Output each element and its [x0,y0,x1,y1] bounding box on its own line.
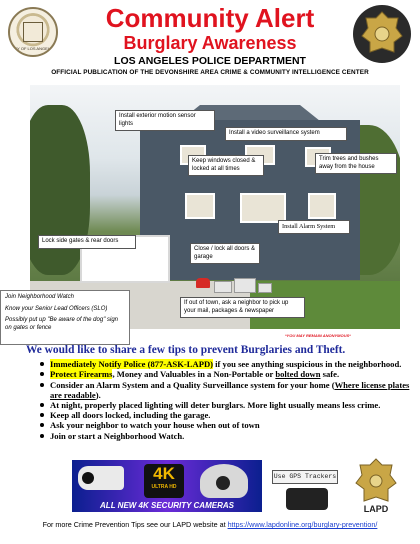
camera-lens-icon [216,476,230,490]
neighborhood-line-3: Possibly put up "Be aware of the dog" sign on gates or fence [5,317,118,331]
page-subtitle: Burglary Awareness [123,33,297,53]
4k-badge [144,464,184,498]
house-window [240,193,286,223]
lapd-badge-logo-bottom [352,457,400,515]
package-icon [234,278,256,293]
callout-trim-trees: Trim trees and bushes away from the house [315,153,397,174]
callout-motion-lights: Install exterior motion sensor lights [115,110,215,131]
cameras-caption: ALL NEW 4K SECURITY CAMERAS [100,501,234,510]
ultra-hd-label: ULTRA HD [151,484,177,490]
list-item [50,369,410,379]
tip-highlight: Immediately Notify Police (877-ASK-LAPD) [50,359,214,369]
tip-underline: Where license plates are readable [50,379,410,400]
publication-line: OFFICIAL PUBLICATION OF THE DEVONSHIRE AREA CRIME & COMMUNITY INTELLIGENCE CENTER [51,69,369,76]
security-cameras-banner [72,460,262,512]
burglary-prevention-link[interactable]: https://www.lapdonline.org/burglary-prevention/ [227,520,378,529]
gps-tracker-label: Use GPS Trackers [272,470,338,484]
callout-side-gates: Lock side gates & rear doors [38,235,136,249]
callout-alarm: Install Alarm System [278,220,350,234]
bullet-camera-icon [78,466,124,490]
svg-text:LAPD: LAPD [363,504,389,514]
gps-tracker-icon [286,488,328,510]
tip-highlight: Protect Firearms [50,369,113,380]
tip-text: safe. [320,369,340,380]
tips-heading: We would like to share a few tips to prevent Burglaries and Theft. [26,344,346,356]
list-item [50,380,410,400]
mailbox-icon [196,278,210,288]
department-name: LOS ANGELES POLICE DEPARTMENT [114,55,306,67]
tip-text: Consider an Alarm System and a Quality Surveillance system for your home ( [50,379,335,390]
list-item [50,359,410,369]
dome-camera-icon [200,464,248,498]
tips-list [50,359,410,441]
house-window [308,193,336,219]
callout-garage: Close / lock all doors & garage [190,243,260,264]
list-item: Join or start a Neighborhood Watch. [50,431,410,441]
list-item: At night, properly placed lighting will deter burglars. More light usually means less crime. [50,400,410,410]
4k-label: 4K [153,464,175,483]
callout-windows: Keep windows closed & locked at all times [188,155,264,176]
callout-out-of-town: If out of town, ask a neighbor to pick up your mail, packages & newspaper [180,297,305,318]
footer-text: For more Crime Prevention Tips see our LAPD website at [42,520,228,529]
list-item: Keep all doors locked, including the garage. [50,410,410,420]
tip-text: if you see anything suspicious in the neighborhood. [213,359,402,369]
seal-text: CITY OF LOS ANGELES [10,46,56,51]
package-icon [258,283,272,293]
tip-underline: bolted down [275,369,321,380]
page-title: Community Alert [105,3,315,33]
package-icon [214,281,232,293]
tip-text: ). [95,389,101,400]
callout-video-system: Install a video surveillance system [225,127,347,141]
tip-text: , Money and Valuables in a Non-Portable or [112,369,276,380]
house-window [185,193,215,219]
neighborhood-line-2: Know your Senior Lead Officers (SLO) [5,305,108,312]
footer [0,520,420,529]
neighborhood-watch-box [0,290,130,345]
neighborhood-line-1: Join Neighborhood Watch [5,294,74,300]
camera-lens-icon [82,472,94,484]
list-item: Ask your neighbor to watch your house when out of town [50,420,410,430]
anonymous-note: *YOU MAY REMAIN ANONYMOUS* [285,333,351,338]
